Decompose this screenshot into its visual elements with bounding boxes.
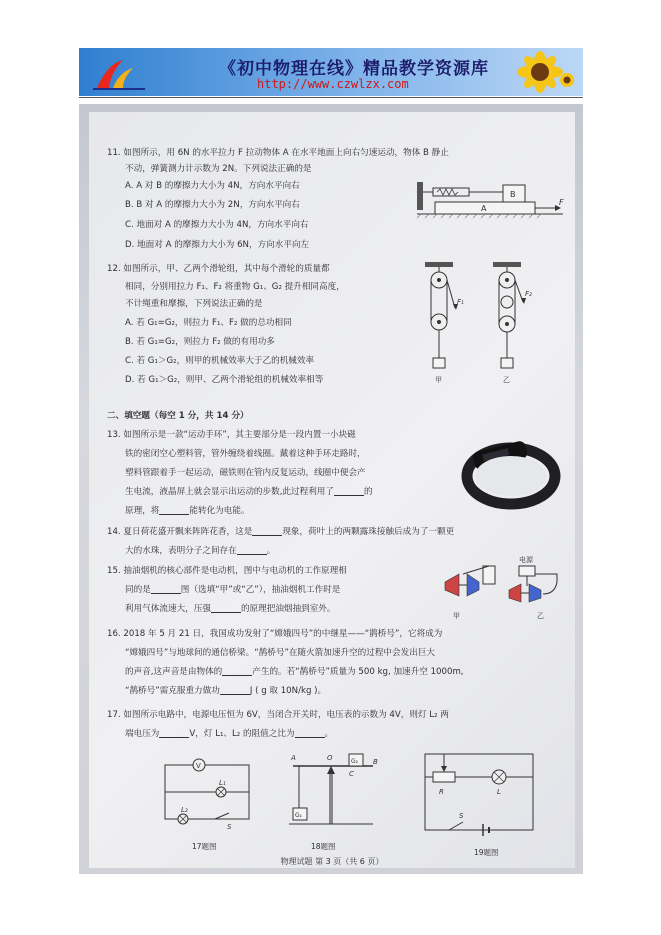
q12-stem-1: 12. 如图所示，甲、乙两个滑轮组，其中每个滑轮的质量都 <box>107 264 330 274</box>
q13-blank-1 <box>334 486 364 496</box>
q15-label-power: 电源 <box>519 556 533 564</box>
q17-text-2a: 端电压为 <box>125 729 160 739</box>
q12-option-b: B. 若 G₁=G₂，则拉力 F₂ 做的有用功多 <box>125 337 275 347</box>
q15-text-3a: 利用气体流速大，压强 <box>125 604 211 614</box>
q11-figure <box>417 172 567 220</box>
fig17-label-l1: L₁ <box>219 779 226 787</box>
q14-line-2 <box>125 544 275 559</box>
fig18-label-b: B <box>373 758 378 766</box>
q13-line-5-tail: 能转化为电能。 <box>189 506 250 516</box>
fig19-caption: 19题图 <box>474 848 499 857</box>
q13-line-4-text: 生电流，液晶屏上就会显示出运动的步数,此过程利用了 <box>125 487 334 497</box>
fig18-label-g2: G₂ <box>351 758 359 765</box>
q16-text-4b: J ( g 取 10N/kg )。 <box>249 686 327 696</box>
q12-figure <box>419 262 549 386</box>
q15-line-1: 15. 抽油烟机的核心部件是电动机，图中与电动机的工作原理相 <box>107 566 347 576</box>
banner-title: 《初中物理在线》精品教学资源库 <box>219 59 489 79</box>
fig18-label-c: C <box>349 770 354 778</box>
exam-sheet <box>89 112 575 868</box>
section-2-heading: 二、填空题（每空 1 分，共 14 分） <box>107 411 249 421</box>
q11-stem-1: 11. 如图所示，用 6N 的水平拉力 F 拉动物体 A 在水平地面上向右匀速运动，物体 B 静止 <box>107 148 449 158</box>
header-banner <box>79 48 583 96</box>
q12-option-a: A. 若 G₁=G₂，则拉力 F₁、F₂ 做的总功相同 <box>125 318 292 328</box>
fig17-circuit <box>159 757 259 833</box>
q16-blank-2 <box>220 685 250 695</box>
q14-text-2a: 大的水珠，表明分子之间存在 <box>125 546 237 556</box>
fig19-label-r: R <box>439 788 444 796</box>
q11-label-b: B <box>510 190 516 199</box>
q11-option-d: D. 地面对 A 的摩擦力大小为 6N，方向水平向左 <box>125 240 310 250</box>
q15-text-3b: 的原理把油烟抽到室外。 <box>240 604 336 614</box>
header-rule <box>79 97 583 98</box>
q17-line-1: 17. 如图所示电路中，电源电压恒为 6V，当闭合开关时，电压表的示数为 4V，则灯 L₂ 两 <box>107 710 449 720</box>
fig18-label-a: A <box>291 754 296 762</box>
q16-text-3a: 的声音,这声音是由物体的 <box>125 667 223 677</box>
q13-line-4-tail: 的 <box>363 487 373 497</box>
q13-line-1: 13. 如图所示是一款“运动手环”，其主要部分是一段内置一小块磁 <box>107 430 356 440</box>
q12-option-c: C. 若 G₁＞G₂，则甲的机械效率大于乙的机械效率 <box>125 356 315 366</box>
q12-label-f2: F₂ <box>525 290 532 298</box>
q17-line-2 <box>125 727 333 742</box>
q17-blank-2 <box>295 728 325 738</box>
q12-stem-3: 不计绳重和摩擦，下列说法正确的是 <box>125 299 263 309</box>
fig18-caption: 18题图 <box>311 842 336 851</box>
q14-blank-2 <box>237 545 267 555</box>
sunflower-icon <box>503 50 577 94</box>
q12-stem-2: 相同，分别用拉力 F₁、F₂ 将重物 G₁、G₂ 提升相同高度， <box>125 282 345 292</box>
fig19-label-s: S <box>459 812 464 820</box>
q14-blank-1 <box>252 526 282 536</box>
q16-text-4a: “鹊桥号”需克服重力做功 <box>125 686 220 696</box>
fig17-label-v: V <box>196 762 201 770</box>
q15-figure <box>439 552 567 624</box>
q11-label-f: F <box>559 198 564 207</box>
q15-text-2b: 图（选填“甲”或“乙”），抽油烟机工作时是 <box>180 585 341 595</box>
q15-blank-1 <box>151 584 181 594</box>
exam-photo <box>79 104 583 874</box>
site-logo-icon <box>89 54 149 92</box>
fig19-circuit <box>419 744 539 840</box>
q13-line-3: 塑料管跟着手一起运动，磁铁则在管内反复运动，线圈中便会产 <box>125 468 366 478</box>
q13-fitness-band-image <box>461 430 565 512</box>
q12-label-f1: F₁ <box>457 298 464 306</box>
q11-option-a: A. A 对 B 的摩擦力大小为 4N，方向水平向右 <box>125 181 300 191</box>
fig18-lever <box>289 752 379 834</box>
q11-stem-2: 不动，弹簧测力计示数为 2N。下列说法正确的是 <box>125 164 312 174</box>
q16-text-3b: 产生的。若“鹊桥号”质量为 500 kg, 加速升空 1000m, <box>252 667 464 677</box>
q14-text-1b: 现象，荷叶上的两颗露珠接触后成为了一颗更 <box>282 527 455 537</box>
q16-line-4 <box>125 684 326 699</box>
q15-blank-2 <box>211 603 241 613</box>
q11-label-a: A <box>481 204 487 213</box>
q12-label-yi: 乙 <box>503 376 510 384</box>
q11-option-b: B. B 对 A 的摩擦力大小为 2N，方向水平向右 <box>125 200 300 210</box>
q15-label-yi: 乙 <box>537 612 544 620</box>
q16-blank-1 <box>222 666 252 676</box>
q15-text-2a: 同的是 <box>125 585 151 595</box>
q13-blank-2 <box>159 505 189 515</box>
q13-line-5-text: 原理，将 <box>125 506 160 516</box>
q17-blank-1 <box>159 728 189 738</box>
page-footer: 物理试题 第 3 页（共 6 页） <box>280 857 384 866</box>
q15-line-3 <box>125 602 336 617</box>
q16-line-3 <box>125 665 464 680</box>
q14-text-2b: 。 <box>266 546 276 556</box>
fig17-label-l2: L₂ <box>181 806 188 814</box>
q12-label-jia: 甲 <box>435 376 442 384</box>
fig17-label-s: S <box>227 823 232 831</box>
q17-text-2b: V，灯 L₁、L₂ 的阻值之比为 <box>189 729 295 739</box>
q14-text-1a: 14. 夏日荷花盛开飘来阵阵花香，这是 <box>107 527 253 537</box>
q13-line-2: 铁的密闭空心塑料管，管外缠绕着线圈。戴着这种手环走路时， <box>125 449 366 459</box>
q16-line-2: “嫦娥四号”与地球间的通信桥梁。“鹊桥号”在随火箭加速升空的过程中会发出巨大 <box>125 648 435 658</box>
q14-line-1 <box>107 525 454 540</box>
banner-url[interactable]: http://www.czwlzx.com <box>257 77 409 91</box>
q13-line-5 <box>125 504 250 519</box>
q11-option-c: C. 地面对 A 的摩擦力大小为 4N，方向水平向右 <box>125 220 309 230</box>
q15-label-jia: 甲 <box>453 612 460 620</box>
q17-text-2c: 。 <box>324 729 334 739</box>
q12-option-d: D. 若 G₁＞G₂，则甲、乙两个滑轮组的机械效率相等 <box>125 375 324 385</box>
q16-line-1: 16. 2018 年 5 月 21 日，我国成功发射了“嫦娥四号”的中继星——“鹊桥号”，它将成为 <box>107 629 443 639</box>
fig19-label-l: L <box>497 788 501 796</box>
q15-line-2 <box>125 583 340 598</box>
fig18-label-o: O <box>327 754 333 762</box>
fig18-label-g1: G₁ <box>295 812 303 819</box>
q13-line-4 <box>125 485 373 500</box>
fig17-caption: 17题图 <box>192 842 217 851</box>
